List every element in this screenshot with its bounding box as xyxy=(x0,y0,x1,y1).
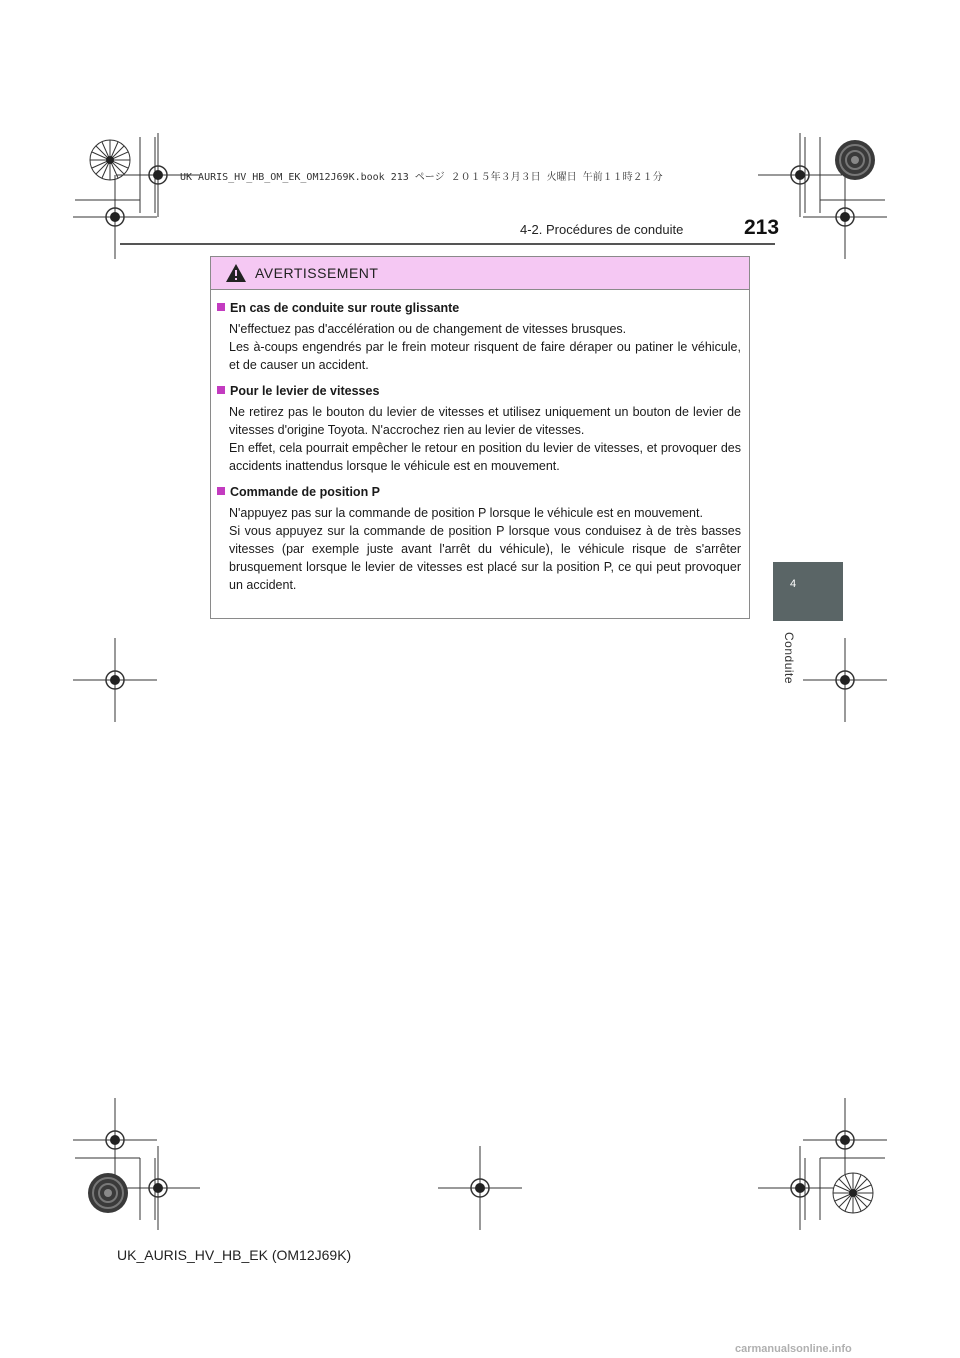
book-file-line: UK AURIS_HV_HB_OM_EK_OM12J69K.book 213 ページ ２０１５年３月３日 火曜日 午前１１時２１分 xyxy=(180,172,663,183)
warning-box xyxy=(210,256,750,619)
watermark: carmanualsonline.info xyxy=(735,1343,852,1355)
paragraph: N'appuyez pas sur la commande de position P lorsque le véhicule est en mouvement. xyxy=(229,506,703,520)
warning-body xyxy=(217,299,741,602)
section-heading: En cas de conduite sur route glissante xyxy=(230,301,460,315)
warning-section-slippery-road xyxy=(217,299,741,374)
footer-doc-code: UK_AURIS_HV_HB_EK (OM12J69K) xyxy=(117,1247,352,1263)
paragraph: En effet, cela pourrait empêcher le retour en position du levier de vitesses, et provoquer des accidents inattendus lorsque le véhicule est en mouvement. xyxy=(229,441,741,473)
bullet-square-icon xyxy=(217,386,225,394)
section-heading: Pour le levier de vitesses xyxy=(230,384,380,398)
page-number: 213 xyxy=(744,216,780,239)
paragraph: Ne retirez pas le bouton du levier de vitesses et utilisez uniquement un bouton de levier de vitesses d'origine Toyota. N'accrochez rien au levier de vitesses. xyxy=(229,405,741,437)
warning-section-p-switch xyxy=(217,483,741,594)
paragraph: Si vous appuyez sur la commande de position P lorsque vous conduisez à de très basses vitesses (par exemple juste avant l'arrêt du véhicule), le véhicule risque de s'arrêter brusquement lorsque le levier de vitesses est placé sur la position P, ce qui peut provoquer un accident. xyxy=(229,524,741,592)
paragraph: Les à-coups engendrés par le frein moteur risquent de faire déraper ou patiner le véhicule, et de causer un accident. xyxy=(229,340,741,372)
warning-title: AVERTISSEMENT xyxy=(255,265,379,281)
section-title: 4-2. Procédures de conduite xyxy=(520,222,684,237)
bullet-square-icon xyxy=(217,303,225,311)
section-heading: Commande de position P xyxy=(230,485,381,499)
chapter-number: 4 xyxy=(790,578,797,590)
chapter-label: Conduite xyxy=(782,632,796,685)
warning-header xyxy=(211,257,749,290)
bullet-square-icon xyxy=(217,487,225,495)
warning-section-shift-lever xyxy=(217,382,741,475)
paragraph: N'effectuez pas d'accélération ou de changement de vitesses brusques. xyxy=(229,322,627,336)
warning-triangle-icon xyxy=(225,263,247,283)
chapter-tab xyxy=(773,562,843,621)
header-divider xyxy=(120,243,775,245)
